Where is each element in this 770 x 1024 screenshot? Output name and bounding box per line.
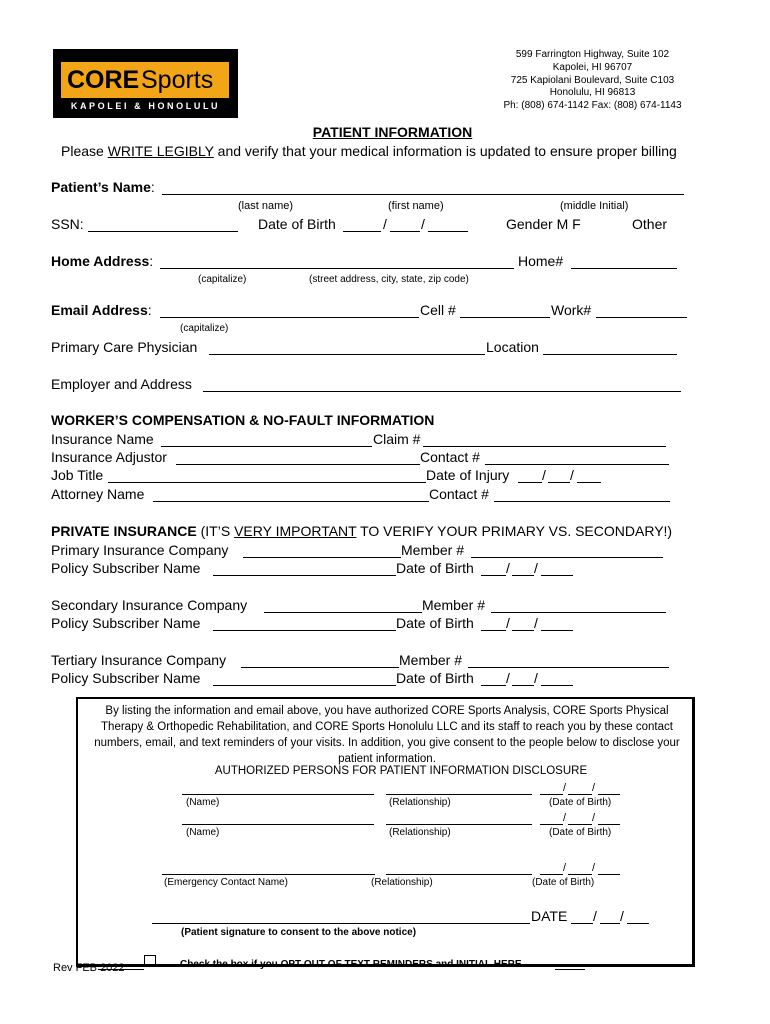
capitalize-hint: (capitalize) <box>180 323 229 334</box>
address-line: Ph: (808) 674-1142 Fax: (808) 674-1143 <box>503 100 682 112</box>
slash: / <box>542 467 546 483</box>
secondary-company-field[interactable] <box>264 612 422 613</box>
signature-date-year[interactable] <box>627 923 649 924</box>
consent-paragraph: By listing the information and email above, you have authorized CORE Sports Analysis, CORE Sports Physical Therapy & Orthopedic Rehabilitation, and CORE Sports Honolulu LLC and its staff to reach you by these contact numbers, email, and text reminders of your visits. In addition, you give consent to the people below to disclose your patient information. <box>94 705 680 765</box>
job-title-field[interactable] <box>108 482 426 483</box>
job-title-label: Job Title <box>51 467 104 483</box>
emergency-name-caption: (Emergency Contact Name) <box>164 877 288 888</box>
home-phone-field[interactable] <box>571 268 677 269</box>
tertiary-company-field[interactable] <box>241 667 399 668</box>
insurance-name-label: Insurance Name <box>51 431 154 447</box>
page-title: PATIENT INFORMATION <box>312 124 473 140</box>
signature-caption: (Patient signature to consent to the above notice) <box>181 927 417 938</box>
middle-initial-caption: (middle Initial) <box>560 200 629 212</box>
signature-date-label: DATE <box>531 908 568 924</box>
slash: / <box>563 862 567 874</box>
authorized-dob-day[interactable] <box>568 824 592 825</box>
private-insurance-heading <box>51 523 672 539</box>
address-line: Kapolei, HI 96707 <box>552 61 633 73</box>
patient-name-field[interactable] <box>162 194 684 195</box>
authorized-persons-heading: AUTHORIZED PERSONS FOR PATIENT INFORMATION DISCLOSURE <box>214 765 588 777</box>
tertiary-subscriber-field[interactable] <box>213 685 396 686</box>
authorized-dob-day[interactable] <box>568 794 592 795</box>
email-address-label <box>51 302 152 318</box>
slash: / <box>534 560 538 576</box>
subscriber-dob-label: Date of Birth <box>396 670 474 686</box>
authorized-dob-year[interactable] <box>598 794 620 795</box>
last-name-caption: (last name) <box>238 200 294 212</box>
cell-label: Cell # <box>420 302 456 318</box>
signature-date-month[interactable] <box>571 923 593 924</box>
work-field[interactable] <box>596 317 687 318</box>
workers-comp-heading: WORKER’S COMPENSATION & NO-FAULT INFORMATION <box>51 412 435 428</box>
gender-other-option[interactable]: Other <box>632 216 668 232</box>
capitalize-hint: (capitalize) <box>198 274 247 285</box>
authorized-name-field[interactable] <box>182 794 374 795</box>
contact-label: Contact # <box>420 449 480 465</box>
tertiary-member-field[interactable] <box>468 667 669 668</box>
patient-signature-field[interactable] <box>152 923 530 924</box>
relationship-caption: (Relationship) <box>389 797 451 808</box>
emergency-dob-month[interactable] <box>540 874 563 875</box>
home-address-text: Home Address <box>51 253 150 269</box>
dob-year-field[interactable] <box>541 685 573 686</box>
pcp-label: Primary Care Physician <box>51 339 198 355</box>
dob-month-field[interactable] <box>481 685 506 686</box>
slash: / <box>570 467 574 483</box>
authorized-name-field[interactable] <box>182 824 374 825</box>
date-of-injury-label: Date of Injury <box>426 467 510 483</box>
legibility-note <box>61 143 677 159</box>
opt-out-checkbox[interactable] <box>144 955 156 967</box>
dob-caption: (Date of Birth) <box>532 877 595 888</box>
note-post: and verify that your medical information is updated to ensure proper billing <box>213 143 677 159</box>
contact-label: Contact # <box>429 486 489 502</box>
revision-underline <box>98 969 144 970</box>
slash: / <box>506 670 510 686</box>
secondary-member-field[interactable] <box>491 612 666 613</box>
injury-month-field[interactable] <box>518 482 542 483</box>
work-label: Work# <box>551 302 592 318</box>
primary-subscriber-field[interactable] <box>213 575 396 576</box>
adjustor-contact-field[interactable] <box>485 464 669 465</box>
dob-day-field[interactable] <box>512 630 534 631</box>
insurance-name-field[interactable] <box>161 446 372 447</box>
secondary-company-label: Secondary Insurance Company <box>51 597 248 613</box>
home-address-label <box>51 253 153 269</box>
revision-label: Rev FEB 2022 <box>53 962 125 974</box>
note-emph: WRITE LEGIBLY <box>107 143 214 159</box>
dob-month-field[interactable] <box>481 575 506 576</box>
dob-caption: (Date of Birth) <box>549 827 612 838</box>
attorney-label: Attorney Name <box>51 486 145 502</box>
slash: / <box>506 560 510 576</box>
private-heading-emph: VERY IMPORTANT <box>234 523 357 539</box>
member-label: Member # <box>399 652 463 668</box>
private-heading-post: TO VERIFY YOUR PRIMARY VS. SECONDARY!) <box>356 523 673 539</box>
primary-company-label: Primary Insurance Company <box>51 542 229 558</box>
dob-year-field[interactable] <box>541 630 573 631</box>
logo-sports-text: Sports <box>141 66 214 94</box>
first-name-caption: (first name) <box>388 200 444 212</box>
slash: / <box>592 782 596 794</box>
patient-name-text: Patient’s Name <box>51 179 151 195</box>
subscriber-label: Policy Subscriber Name <box>51 615 201 631</box>
employer-field[interactable] <box>203 391 681 392</box>
member-label: Member # <box>422 597 486 613</box>
note-pre: Please <box>61 143 108 159</box>
dob-month-field[interactable] <box>481 630 506 631</box>
private-heading-pre: (IT’S <box>196 523 235 539</box>
clinic-address <box>500 49 685 113</box>
injury-day-field[interactable] <box>548 482 570 483</box>
subscriber-dob-label: Date of Birth <box>396 560 474 576</box>
slash: / <box>506 615 510 631</box>
core-sports-logo <box>53 49 238 118</box>
street-address-hint: (street address, city, state, zip code) <box>309 274 469 285</box>
email-address-text: Email Address <box>51 302 148 318</box>
logo-core-text: CORE <box>67 66 140 94</box>
authorized-dob-month[interactable] <box>540 824 563 825</box>
attorney-field[interactable] <box>153 501 429 502</box>
slash: / <box>592 812 596 824</box>
slash: / <box>534 615 538 631</box>
relationship-caption: (Relationship) <box>371 877 433 888</box>
address-line: Honolulu, HI 96813 <box>549 87 636 99</box>
attorney-contact-field[interactable] <box>494 501 670 502</box>
ssn-label: SSN: <box>51 216 84 232</box>
adjustor-label: Insurance Adjustor <box>51 449 167 465</box>
slash: / <box>593 908 597 924</box>
claim-field[interactable] <box>423 446 666 447</box>
logo-tagline: KAPOLEI & HONOLULU <box>70 101 221 111</box>
claim-label: Claim # <box>373 431 421 447</box>
authorized-dob-year[interactable] <box>598 824 620 825</box>
colon: : <box>147 302 152 318</box>
pcp-field[interactable] <box>209 354 485 355</box>
gender-options[interactable]: Gender M F <box>506 216 581 232</box>
signature-date-day[interactable] <box>600 923 620 924</box>
slash: / <box>620 908 624 924</box>
emergency-contact-name-field[interactable] <box>162 874 375 875</box>
subscriber-label: Policy Subscriber Name <box>51 560 201 576</box>
authorized-relationship-field[interactable] <box>386 794 532 795</box>
slash: / <box>563 782 567 794</box>
employer-label: Employer and Address <box>51 376 192 392</box>
subscriber-label: Policy Subscriber Name <box>51 670 201 686</box>
patient-name-label <box>51 179 155 195</box>
dob-month-field[interactable] <box>343 231 381 232</box>
slash: / <box>534 670 538 686</box>
private-heading-bold: PRIVATE INSURANCE <box>51 523 197 539</box>
dob-day-field[interactable] <box>512 575 534 576</box>
ssn-field[interactable] <box>88 231 238 232</box>
colon: : <box>150 179 155 195</box>
opt-out-initial-field[interactable] <box>555 969 585 970</box>
slash: / <box>563 812 567 824</box>
emergency-relationship-field[interactable] <box>386 874 532 875</box>
address-line: 599 Farrington Highway, Suite 102 <box>515 49 670 60</box>
dob-day-field[interactable] <box>512 685 534 686</box>
address-line: 725 Kapiolani Boulevard, Suite C103 <box>510 74 675 86</box>
colon: : <box>149 253 154 269</box>
cell-field[interactable] <box>460 317 550 318</box>
email-field[interactable] <box>160 317 419 318</box>
subscriber-dob-label: Date of Birth <box>396 615 474 631</box>
location-field[interactable] <box>543 354 677 355</box>
emergency-dob-year[interactable] <box>598 874 620 875</box>
secondary-subscriber-field[interactable] <box>213 630 396 631</box>
slash: / <box>383 216 387 232</box>
relationship-caption: (Relationship) <box>389 827 451 838</box>
slash: / <box>592 862 596 874</box>
name-caption: (Name) <box>186 827 220 838</box>
injury-year-field[interactable] <box>577 482 601 483</box>
dob-year-field[interactable] <box>428 231 468 232</box>
authorized-relationship-field[interactable] <box>386 824 532 825</box>
authorized-dob-month[interactable] <box>540 794 563 795</box>
tertiary-company-label: Tertiary Insurance Company <box>51 652 227 668</box>
opt-out-label: Check the box if you OPT OUT OF TEXT REMINDERS and INITIAL HERE <box>180 959 522 970</box>
location-label: Location <box>486 339 539 355</box>
home-phone-label: Home# <box>518 253 564 269</box>
dob-label: Date of Birth <box>258 216 336 232</box>
name-caption: (Name) <box>186 797 220 808</box>
member-label: Member # <box>401 542 465 558</box>
emergency-dob-day[interactable] <box>568 874 592 875</box>
slash: / <box>421 216 425 232</box>
dob-day-field[interactable] <box>390 231 420 232</box>
dob-caption: (Date of Birth) <box>549 797 612 808</box>
adjustor-field[interactable] <box>176 464 420 465</box>
primary-company-field[interactable] <box>243 557 401 558</box>
dob-year-field[interactable] <box>541 575 573 576</box>
primary-member-field[interactable] <box>471 557 663 558</box>
home-address-field[interactable] <box>160 268 514 269</box>
